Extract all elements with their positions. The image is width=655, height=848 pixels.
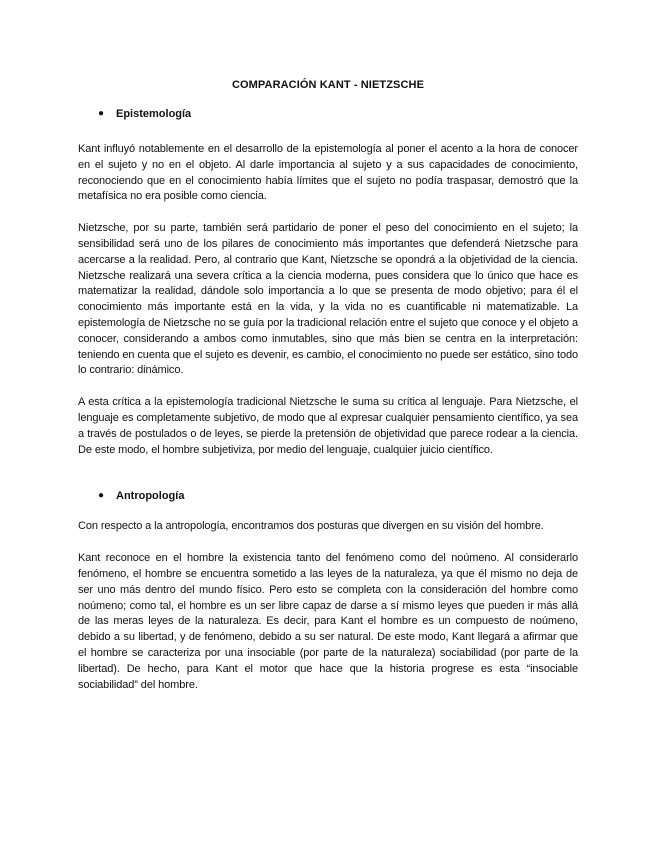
section-heading-label: Antropología [116, 490, 185, 503]
paragraph: A esta crítica a la epistemología tradicional Nietzsche le suma su crítica al lenguaje. Para Nietzsche, el lenguaje es completamente subjetivo, de modo que al expresar cualquier pensamiento científico, ya sea a través de postulados o de leyes, se pierde la pretensión de objetividad que parece rodear a la ciencia. De este modo, el hombre subjetiviza, por medio del lenguaje, cualquier juicio científico. [78, 396, 578, 456]
document-page [78, 78, 578, 693]
paragraph: Nietzsche, por su parte, también será partidario de poner el peso del conocimiento en el sujeto; la sensibilidad será uno de los pilares de conocimiento más importantes que defenderá Nietzsche para acercarse a la realidad. Pero, al contrario que Kant, Nietzsche se opondrá a la objetividad de la ciencia. Nietzsche realizará una severa crítica a la ciencia moderna, pues considera que lo único que hace es matematizar la realidad, dándole solo importancia a lo que se presenta de modo objetivo; para él el conocimiento más importante está en la vida, y la vida no es cuantificable ni matematizable. La epistemología de Nietzsche no se guía por la tradicional relación entre el sujeto que conoce y el objeto a conocer, considerando a ambos como inmutables, sino que más bien se centra en la interpretación: teniendo en cuenta que el sujeto es devenir, es cambio, el conocimiento no puede ser estático, sino todo lo contrario: dinámico. [78, 222, 578, 377]
bullet-icon: ● [98, 490, 105, 502]
paragraph: Kant influyó notablemente en el desarrollo de la epistemología al poner el acento a la hora de conocer en el sujeto y no en el objeto. Al darle importancia al sujeto y a sus capacidades de conocimiento, reconociendo que en el conocimiento había límites que el sujeto no podía traspasar, demostró que la metafísica no era posible como ciencia. [78, 143, 578, 203]
bullet-icon: ● [98, 108, 105, 119]
paragraph: Kant reconoce en el hombre la existencia tanto del fenómeno como del noúmeno. Al considerarlo fenómeno, el hombre se encuentra sometido a las leyes de la naturaleza, ya que él mismo no deja de ser uno más dentro del mundo físico. Pero esto se completa con la consideración del hombre como noúmeno; como tal, el hombre es un ser libre capaz de darse a sí mismo leyes que pueden ir más allá de las meras leyes de la naturaleza. Es decir, para Kant el hombre es un compuesto de noúmeno, debido a su libertad, y de fenómeno, debido a su ser natural. De este modo, Kant llegará a afirmar que el hombre se caracteriza por una insociable (por parte de la naturaleza) sociabilidad (por parte de la libertad). De hecho, para Kant el motor que hace que la historia progrese es esta “insociable sociabilidad” del hombre. [78, 552, 578, 691]
document-title: COMPARACIÓN KANT - NIETZSCHE [231, 79, 425, 91]
section-heading-antropologia [78, 489, 578, 503]
section-heading-label: Epistemología [116, 108, 192, 120]
section-heading-epistemologia [78, 107, 578, 121]
paragraph: Con respecto a la antropología, encontramos dos posturas que divergen en su visión del hombre. [78, 520, 544, 533]
